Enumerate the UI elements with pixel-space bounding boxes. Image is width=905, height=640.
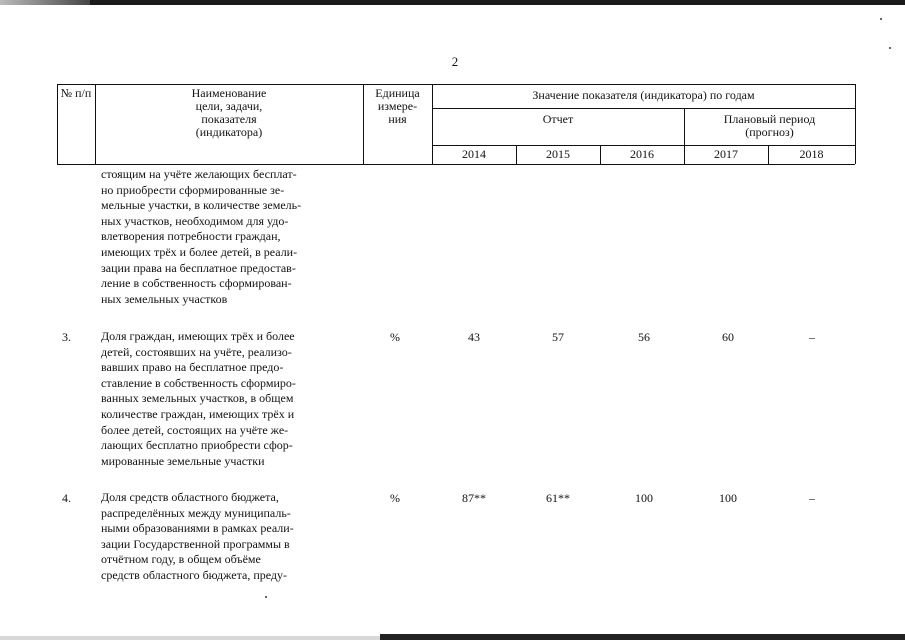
row-unit: %: [390, 330, 400, 344]
header-values-divider: [432, 108, 855, 109]
row-text-line: более детей, состоящих на учёте же-: [101, 422, 289, 437]
header-col-name-line: показателя: [201, 112, 257, 126]
row-description: [101, 490, 359, 584]
row-text-line: отчётном году, в общем объёме: [101, 552, 261, 567]
header-plan-group: [684, 113, 855, 139]
page-number: 2: [451, 54, 459, 69]
scan-top-border-fade: [0, 0, 90, 5]
row-text-line: зации права на бесплатное предостав-: [101, 260, 296, 275]
row-text-line: но приобрести сформированные зе-: [101, 182, 285, 197]
row-description: [101, 329, 359, 469]
row-text-line: влетворения потребности граждан,: [101, 229, 281, 244]
row-text-line: мельные участки, в количестве земель-: [101, 198, 302, 213]
header-col-name-line: (индикатора): [195, 125, 263, 139]
header-right-border: [855, 84, 856, 164]
row-text-line: Доля граждан, имеющих трёх и более: [101, 329, 295, 343]
header-top-border: [57, 84, 855, 85]
scan-speck: [880, 18, 882, 20]
header-year: 2016: [630, 147, 654, 161]
row-text-line: ных участков, необходимом для удо-: [101, 213, 289, 228]
row-text-line: имеющих трёх и более детей, в реали-: [101, 244, 298, 259]
table-row-continuation: [101, 167, 359, 307]
header-report-group: Отчет: [542, 112, 574, 126]
header-values-group: Значение показателя (индикатора) по годам: [532, 88, 755, 102]
header-col-name: [95, 87, 363, 139]
row-value-2016: 56: [638, 330, 650, 344]
header-col-name-line: Наименование: [191, 86, 267, 100]
row-text-line: средств областного бюджета, преду-: [101, 567, 288, 582]
row-value-2015: 57: [552, 330, 564, 344]
header-col-unit-line: ния: [388, 112, 407, 126]
scan-bottom-border: [380, 634, 905, 640]
row-value-2014: 43: [468, 330, 480, 344]
row-text-line: зации Государственной программы в: [101, 536, 290, 551]
header-year: 2018: [799, 147, 824, 161]
row-text-line: лающих бесплатно приобрести сфор-: [101, 438, 293, 453]
scan-speck: [265, 596, 267, 598]
header-col-no: № п/п: [60, 86, 92, 100]
header-year: 2017: [714, 147, 738, 161]
row-value-2017: 100: [719, 491, 737, 505]
row-text-line: ванных земельных участков, в общем: [101, 391, 294, 406]
row-unit: %: [390, 491, 400, 505]
row-text-line: детей, состоявших на учёте, реализо-: [101, 344, 292, 359]
header-plan-line: (прогноз): [745, 125, 794, 139]
row-value-2017: 60: [722, 330, 734, 344]
header-plan-line: Плановый период: [723, 112, 816, 126]
row-text-line: Доля средств областного бюджета,: [101, 490, 279, 504]
scan-top-border: [0, 0, 905, 5]
header-years-divider: [432, 145, 855, 146]
row-text-line: количестве граждан, имеющих трёх и: [101, 406, 295, 421]
row-text-line: мированные земельные участки: [101, 453, 265, 468]
row-value-2018: –: [809, 330, 815, 344]
row-number: 3.: [62, 330, 71, 344]
row-text-line: ление в собственность сформирован-: [101, 276, 292, 291]
row-text-line: ными образованиями в рамках реали-: [101, 521, 294, 536]
row-value-2018: –: [809, 491, 815, 505]
row-number: 4.: [62, 491, 71, 505]
row-text-line: вавших право на бесплатное предо-: [101, 360, 284, 375]
row-text-line: стоящим на учёте желающих бесплат-: [101, 167, 297, 181]
row-value-2015: 61**: [546, 491, 570, 505]
header-year: 2014: [462, 147, 486, 161]
header-col-unit: [363, 87, 432, 126]
header-col-unit-line: Единица: [375, 86, 420, 100]
row-text-line: распределённых между муниципаль-: [101, 505, 291, 520]
row-text-line: ставление в собственность сформиро-: [101, 375, 296, 390]
header-col-unit-line: измере-: [377, 99, 418, 113]
row-value-2016: 100: [635, 491, 653, 505]
scan-bottom-shadow: [0, 636, 380, 640]
row-value-2014: 87**: [462, 491, 486, 505]
header-year: 2015: [546, 147, 570, 161]
scan-speck: [889, 47, 891, 49]
header-bottom-border: [57, 164, 855, 165]
row-text-line: ных земельных участков: [101, 291, 228, 306]
header-col-name-line: цели, задачи,: [195, 99, 263, 113]
